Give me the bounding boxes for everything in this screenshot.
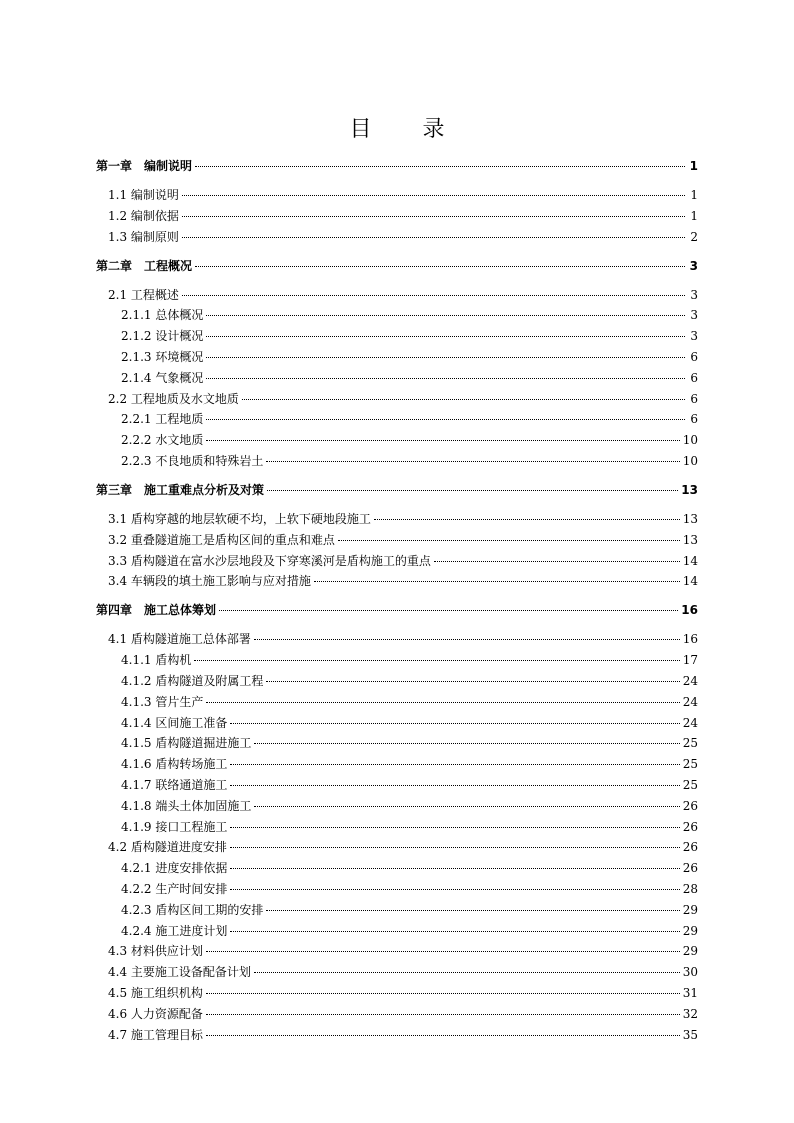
toc-chapter-entry[interactable] (96, 601, 698, 618)
toc-entry-page: 24 (682, 715, 698, 730)
toc-entry-page: 3 (690, 287, 698, 302)
toc-entry[interactable] (121, 369, 698, 386)
toc-entry-label: 4.1 盾构隧道施工总体部署 (108, 632, 251, 647)
toc-leader-dots (230, 723, 679, 724)
toc-entry[interactable] (121, 306, 698, 323)
toc-entry-label: 第二章 工程概况 (96, 258, 193, 273)
toc-entry-page: 25 (682, 778, 698, 792)
toc-entry-page: 2 (690, 229, 698, 244)
toc-entry[interactable] (121, 859, 698, 876)
toc-entry[interactable] (121, 880, 698, 897)
toc-entry[interactable] (108, 1026, 698, 1043)
toc-entry-page: 6 (690, 412, 698, 427)
toc-entry-page: 26 (682, 861, 698, 876)
toc-entry-page: 3 (689, 258, 698, 273)
toc-leader-dots (230, 764, 679, 765)
toc-entry-page: 10 (682, 433, 698, 448)
toc-entry[interactable] (121, 714, 698, 731)
toc-entry[interactable] (108, 207, 698, 224)
toc-entry-label: 2.2.2 水文地质 (121, 433, 204, 448)
toc-entry-label: 4.1.2 盾构隧道及附属工程 (121, 674, 264, 688)
toc-leader-dots (230, 931, 679, 932)
toc-entry[interactable] (121, 734, 698, 751)
toc-entry-label: 4.3 材料供应计划 (108, 944, 203, 959)
toc-entry-label: 4.1.1 盾构机 (121, 653, 192, 668)
toc-entry-label: 第一章 编制说明 (96, 159, 193, 173)
toc-entry-page: 29 (682, 923, 698, 938)
toc-entry-label: 4.7 施工管理目标 (108, 1027, 203, 1042)
toc-entry-page: 1 (690, 208, 698, 223)
toc-entry-label: 4.1.5 盾构隧道掘进施工 (121, 736, 252, 751)
toc-entry-page: 16 (681, 603, 698, 618)
toc-leader-dots (230, 785, 679, 786)
toc-entry-page: 13 (681, 483, 698, 497)
toc-leader-dots (314, 581, 680, 582)
toc-leader-dots (266, 910, 679, 911)
toc-leader-dots (182, 195, 685, 196)
toc-leader-dots (254, 639, 680, 640)
toc-entry-label: 2.1.4 气象概况 (121, 370, 204, 385)
toc-entry-label: 4.1.9 接口工程施工 (121, 819, 228, 834)
toc-leader-dots (219, 610, 678, 611)
toc-entry-label: 1.2 编制依据 (108, 208, 179, 223)
toc-leader-dots (195, 266, 685, 267)
toc-entry-label: 4.2 盾构隧道进度安排 (108, 840, 227, 855)
toc-entry-label: 3.4 车辆段的填土施工影响与应对措施 (108, 574, 311, 589)
toc-leader-dots (206, 702, 679, 703)
toc-entry-label: 4.2.3 盾构区间工期的安排 (121, 902, 264, 917)
toc-entry-page: 35 (682, 1027, 698, 1042)
toc-entry[interactable] (108, 630, 698, 647)
toc-entry[interactable] (121, 348, 698, 365)
toc-entry-label: 4.5 施工组织机构 (108, 986, 203, 1000)
toc-entry-page: 28 (682, 882, 698, 896)
toc-entry-page: 6 (690, 391, 698, 406)
toc-entry[interactable] (108, 572, 698, 589)
toc-leader-dots (242, 399, 685, 400)
toc-entry[interactable] (108, 228, 698, 245)
toc-entry-label: 4.1.3 管片生产 (121, 694, 204, 709)
toc-entry-page: 24 (682, 674, 698, 688)
toc-entry-page: 26 (682, 819, 698, 834)
toc-entry-page: 13 (682, 512, 698, 526)
toc-entry-page: 26 (682, 798, 698, 813)
toc-chapter-entry[interactable] (96, 157, 698, 174)
toc-leader-dots (182, 237, 685, 238)
toc-leader-dots (434, 561, 680, 562)
toc-entry[interactable] (121, 693, 698, 710)
toc-entry-label: 4.2.2 生产时间安排 (121, 882, 228, 896)
toc-entry[interactable] (121, 452, 698, 469)
toc-leader-dots (254, 743, 679, 744)
toc-entry-label: 2.1.1 总体概况 (121, 308, 204, 323)
toc-entry-label: 2.2 工程地质及水文地质 (108, 391, 239, 406)
toc-leader-dots (230, 827, 679, 828)
toc-entry[interactable] (121, 776, 698, 793)
toc-entry-page: 30 (682, 965, 698, 980)
toc-entry[interactable] (121, 818, 698, 835)
toc-entry-label: 4.1.6 盾构转场施工 (121, 757, 228, 772)
toc-entry-page: 10 (682, 454, 698, 468)
toc-entry-page: 29 (682, 902, 698, 917)
toc-entry-label: 1.3 编制原则 (108, 229, 179, 244)
toc-leader-dots (206, 1014, 680, 1015)
toc-leader-dots (230, 868, 679, 869)
toc-entry-page: 3 (690, 329, 698, 344)
toc-entry[interactable] (108, 963, 698, 980)
toc-leader-dots (206, 951, 680, 952)
toc-entry-label: 第四章 施工总体筹划 (96, 603, 217, 618)
toc-leader-dots (267, 490, 678, 491)
toc-entry-label: 3.1 盾构穿越的地层软硬不均，上软下硬地段施工 (108, 512, 371, 526)
toc-entry[interactable] (108, 286, 698, 303)
toc-leader-dots (206, 315, 685, 316)
toc-entry-page: 14 (682, 553, 698, 568)
toc-leader-dots (195, 166, 685, 167)
toc-entry[interactable] (108, 984, 698, 1001)
toc-entry-page: 25 (682, 757, 698, 772)
toc-entry-page: 31 (682, 986, 698, 1000)
toc-entry-label: 2.1.2 设计概况 (121, 329, 204, 344)
toc-entry[interactable] (108, 510, 698, 527)
toc-entry[interactable] (121, 922, 698, 939)
toc-entry-label: 4.2.4 施工进度计划 (121, 923, 228, 938)
toc-entry[interactable] (121, 431, 698, 448)
toc-entry-label: 2.1 工程概述 (108, 287, 179, 302)
toc-leader-dots (206, 993, 680, 994)
toc-leader-dots (338, 540, 680, 541)
toc-entry[interactable] (121, 327, 698, 344)
toc-entry-label: 1.1 编制说明 (108, 188, 179, 202)
toc-entry-label: 3.2 重叠隧道施工是盾构区间的重点和难点 (108, 532, 335, 547)
toc-leader-dots (206, 419, 685, 420)
toc-leader-dots (206, 378, 685, 379)
toc-entry[interactable] (108, 531, 698, 548)
toc-entry[interactable] (108, 390, 698, 407)
toc-entry[interactable] (121, 797, 698, 814)
toc-title: 目 录 (349, 117, 467, 142)
toc-entry-page: 29 (682, 944, 698, 959)
toc-leader-dots (206, 440, 679, 441)
toc-entry-page: 6 (690, 350, 698, 364)
toc-leader-dots (230, 889, 679, 890)
toc-entry-label: 4.4 主要施工设备配备计划 (108, 965, 251, 980)
toc-entry-label: 2.2.3 不良地质和特殊岩土 (121, 454, 264, 468)
toc-entry-label: 4.1.8 端头土体加固施工 (121, 798, 252, 813)
toc-entry-page: 14 (682, 574, 698, 589)
toc-leader-dots (266, 681, 679, 682)
toc-entry-label: 4.1.4 区间施工准备 (121, 715, 228, 730)
toc-entry[interactable] (108, 552, 698, 569)
toc-entry-page: 26 (682, 840, 698, 855)
toc-entry-page: 17 (682, 653, 698, 668)
toc-entry-page: 32 (682, 1006, 698, 1021)
toc-leader-dots (254, 972, 680, 973)
toc-entry[interactable] (108, 838, 698, 855)
toc-entry[interactable] (121, 755, 698, 772)
toc-entry-label: 2.2.1 工程地质 (121, 412, 204, 427)
toc-entry[interactable] (108, 1005, 698, 1022)
toc-entry-label: 3.3 盾构隧道在富水沙层地段及下穿寒溪河是盾构施工的重点 (108, 553, 431, 568)
toc-entry-page: 24 (682, 694, 698, 709)
toc-entry-page: 13 (682, 532, 698, 547)
toc-entry-label: 第三章 施工重难点分析及对策 (96, 483, 265, 497)
toc-entry-page: 25 (682, 736, 698, 751)
toc-entry[interactable] (121, 901, 698, 918)
toc-leader-dots (374, 519, 680, 520)
toc-entry-label: 4.2.1 进度安排依据 (121, 861, 228, 876)
toc-leader-dots (206, 1035, 680, 1036)
toc-entry-page: 1 (690, 188, 698, 202)
toc-entry-page: 16 (682, 632, 698, 647)
toc-leader-dots (206, 336, 685, 337)
toc-entry-page: 6 (690, 370, 698, 385)
toc-entry-label: 4.1.7 联络通道施工 (121, 778, 228, 792)
toc-leader-dots (182, 216, 685, 217)
toc-entry-label: 4.6 人力资源配备 (108, 1006, 203, 1021)
toc-chapter-entry[interactable] (96, 481, 698, 498)
toc-entry[interactable] (108, 942, 698, 959)
toc-leader-dots (194, 660, 679, 661)
toc-leader-dots (254, 806, 679, 807)
toc-leader-dots (182, 295, 685, 296)
toc-entry-label: 2.1.3 环境概况 (121, 350, 204, 364)
toc-leader-dots (266, 461, 679, 462)
toc-entry[interactable] (121, 672, 698, 689)
toc-entry[interactable] (121, 410, 698, 427)
toc-entry-page: 3 (690, 308, 698, 323)
toc-chapter-entry[interactable] (96, 257, 698, 274)
toc-leader-dots (230, 847, 680, 848)
toc-leader-dots (206, 357, 685, 358)
toc-entry[interactable] (121, 651, 698, 668)
toc-entry[interactable] (108, 186, 698, 203)
toc-entry-page: 1 (689, 159, 698, 173)
